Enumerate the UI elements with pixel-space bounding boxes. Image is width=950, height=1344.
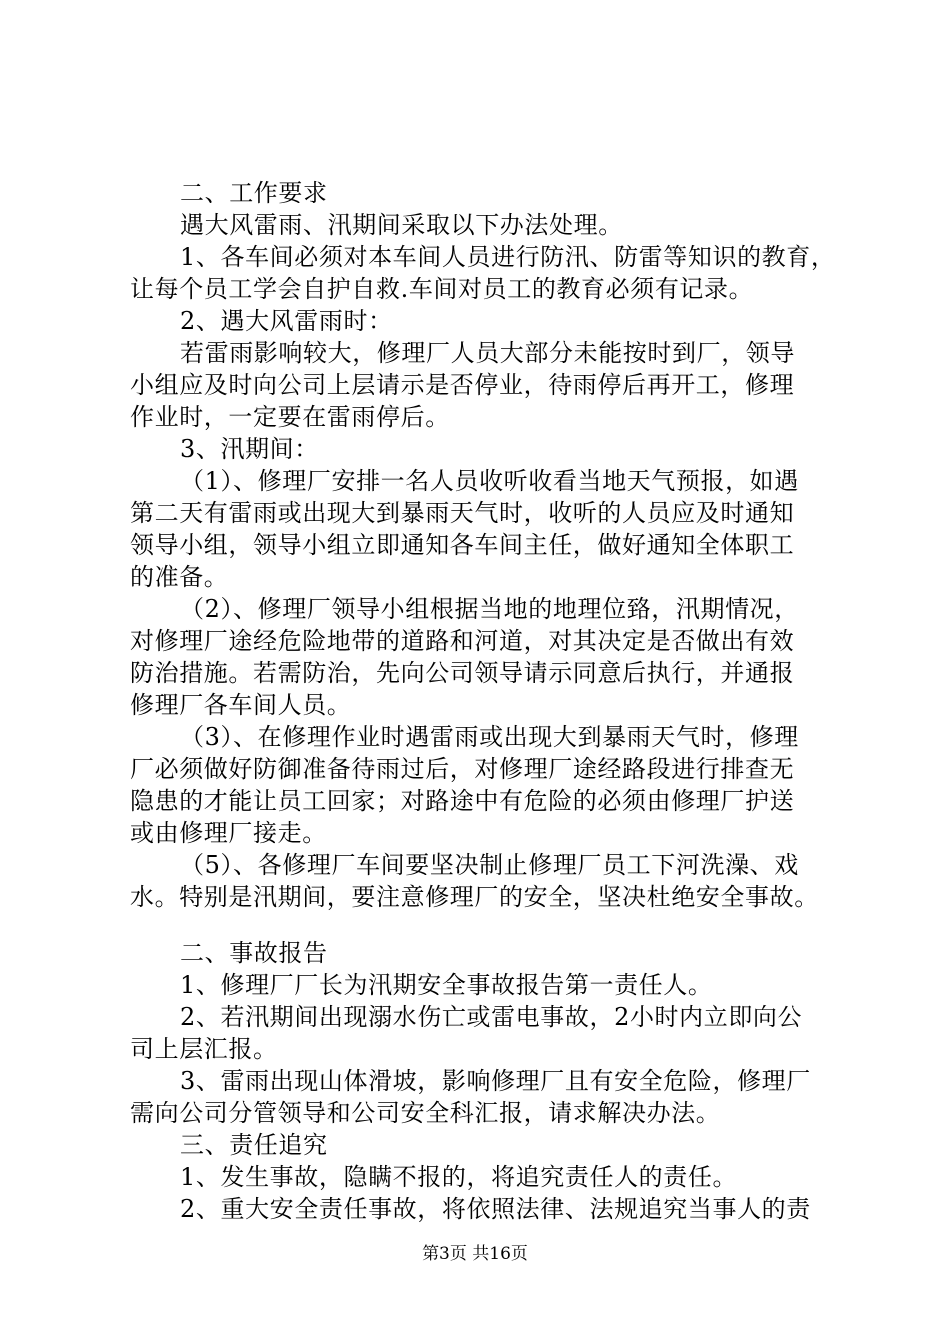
section-heading-work-requirements: 二、工作要求 (180, 179, 328, 207)
page-footer: 第3页 共16页 (422, 1244, 528, 1264)
paragraph-line: 作业时，一定要在雷雨停后。 (130, 403, 450, 431)
paragraph-line: 需向公司分管领导和公司安全科汇报，请求解决办法。 (130, 1099, 721, 1127)
paragraph-line: 修理厂各车间人员。 (130, 691, 352, 719)
paragraph-line: 1、修理厂厂长为汛期安全事故报告第一责任人。 (180, 971, 713, 999)
paragraph-line: 若雷雨影响较大，修理厂人员大部分未能按时到厂，领导 (180, 339, 795, 367)
paragraph-line: 水。特别是汛期间，要注意修理厂的安全，坚决杜绝安全事故。 (130, 883, 819, 911)
paragraph-line: （5）、各修理厂车间要坚决制止修理厂员工下河洗澡、戏 (180, 851, 799, 879)
paragraph-line: （2）、修理厂领导小组根据当地的地理位臵，汛期情况， (180, 595, 799, 623)
paragraph-line: 2、重大安全责任事故，将依照法律、法规追究当事人的责 (180, 1195, 811, 1223)
paragraph-line: 或由修理厂接走。 (130, 819, 327, 847)
paragraph-line: 领导小组，领导小组立即通知各车间主任，做好通知全体职工 (130, 531, 795, 559)
paragraph-line: （1）、修理厂安排一名人员收听收看当地天气预报，如遇 (180, 467, 799, 495)
section-heading-accident-report: 二、事故报告 (180, 939, 328, 967)
paragraph-line: 的准备。 (130, 563, 229, 591)
paragraph-line: 2、遇大风雷雨时： (180, 307, 393, 335)
section-heading-accountability: 三、责任追究 (180, 1131, 328, 1159)
paragraph-line: 司上层汇报。 (130, 1035, 278, 1063)
paragraph-line: 隐患的才能让员工回家；对路途中有危险的必须由修理厂护送 (130, 787, 795, 815)
paragraph-line: （3）、在修理作业时遇雷雨或出现大到暴雨天气时，修理 (180, 723, 799, 751)
paragraph-line: 第二天有雷雨或出现大到暴雨天气时，收听的人员应及时通知 (130, 499, 795, 527)
paragraph-line: 2、若汛期间出现溺水伤亡或雷电事故，2小时内立即向公 (180, 1003, 803, 1031)
paragraph-line: 3、汛期间： (180, 435, 319, 463)
paragraph-line: 1、发生事故，隐瞒不报的，将追究责任人的责任。 (180, 1163, 738, 1191)
paragraph-line: 厂必须做好防御准备待雨过后，对修理厂途经路段进行排查无 (130, 755, 795, 783)
paragraph-line: 对修理厂途经危险地带的道路和河道，对其决定是否做出有效 (130, 627, 795, 655)
paragraph-line: 遇大风雷雨、汛期间采取以下办法处理。 (180, 211, 623, 239)
paragraph-line: 3、雷雨出现山体滑坡，影响修理厂且有安全危险，修理厂 (180, 1067, 811, 1095)
paragraph-line: 小组应及时向公司上层请示是否停业，待雨停后再开工，修理 (130, 371, 795, 399)
paragraph-line: 让每个员工学会自护自救.车间对员工的教育必须有记录。 (130, 275, 754, 303)
paragraph-line: 1、各车间必须对本车间人员进行防汛、防雷等知识的教育， (180, 243, 836, 271)
paragraph-line: 防治措施。若需防治，先向公司领导请示同意后执行，并通报 (130, 659, 795, 687)
